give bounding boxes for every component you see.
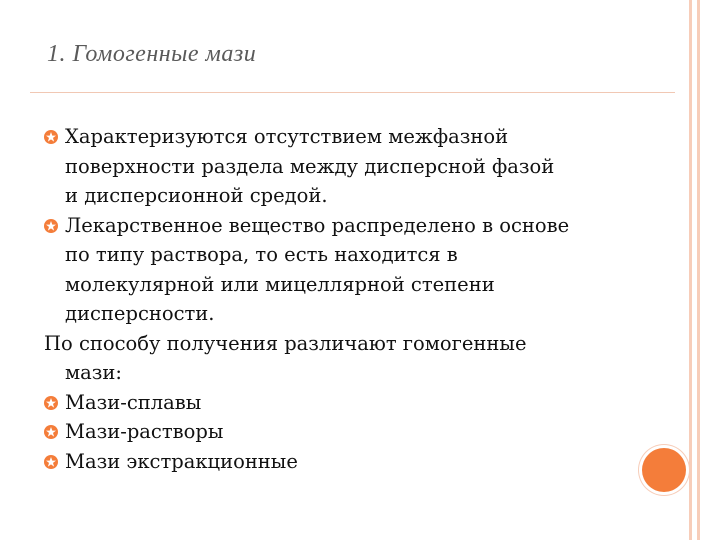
title-divider [30,92,675,93]
slide-title: 1. Гомогенные мази [47,41,257,67]
decorative-orange-circle-icon [642,448,686,492]
slide-side-frame [683,0,720,540]
frame-line-outer [689,0,692,540]
list-item [44,388,664,418]
list-item-line: поверхности раздела между дисперсной фазой [65,154,555,178]
star-bullet-icon [44,425,58,439]
star-bullet-icon [44,455,58,469]
list-item-line: и дисперсионной средой. [65,184,328,207]
frame-line-inner [697,0,700,540]
list-item-line: по типу раствора, то есть находится в [65,243,458,266]
list-item-line: дисперсности. [65,302,215,325]
list-item [44,122,664,211]
list-item-line: Лекарственное вещество распределено в основе [65,213,570,237]
list-item [44,447,664,477]
list-item-line: молекулярной или мицеллярной степени [65,272,495,296]
list-item [44,211,664,329]
list-item-line: Мази-растворы [65,420,224,443]
list-item-line: Характеризуются отсутствием межфазной [65,125,509,148]
slide-body [44,122,664,476]
star-bullet-icon [44,396,58,410]
star-bullet-icon [44,130,58,144]
paragraph-line: мази: [65,361,122,384]
list-item [44,417,664,447]
paragraph-line: По способу получения различают гомогенные [44,331,527,355]
star-bullet-icon [44,219,58,233]
list-item-line: Мази-сплавы [65,390,202,414]
list-item-line: Мази экстракционные [65,449,298,473]
list-paragraph [44,329,664,388]
